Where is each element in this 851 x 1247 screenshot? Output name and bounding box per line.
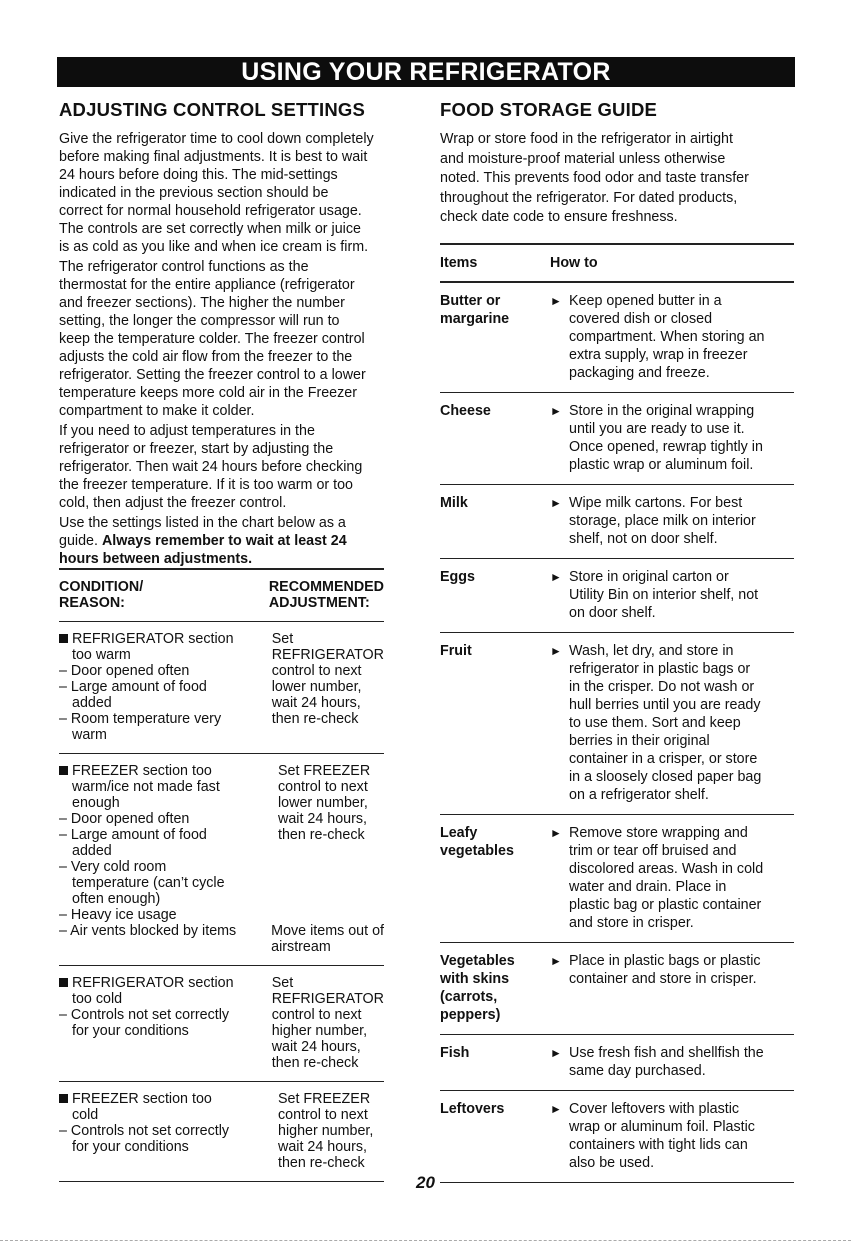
text-line: is as cold as you like and when ice cream is firm.	[59, 239, 369, 255]
condition-text: enough	[72, 795, 120, 811]
arrow-right-icon: ►	[550, 1102, 562, 1116]
text-line: compartment to make it colder.	[59, 403, 255, 419]
text-line: 24 hours before doing this. The mid-settings	[59, 167, 338, 183]
condition-text: – Heavy ice usage	[59, 907, 177, 923]
arrow-right-icon: ►	[550, 404, 562, 418]
howto-text: compartment. When storing an	[569, 329, 765, 345]
text-line: noted. This prevents food odor and taste transfer	[440, 170, 749, 186]
adjustment-cell	[278, 1091, 384, 1171]
howto-text: Use fresh fish and shellfish the	[569, 1045, 764, 1061]
page-banner: USING YOUR REFRIGERATOR	[57, 57, 795, 87]
text-line: and freezer sections). The higher the number	[59, 295, 345, 311]
arrow-right-icon: ►	[550, 954, 562, 968]
adjustment-text: higher number,	[278, 1123, 374, 1139]
item-name: Eggs	[440, 569, 475, 585]
howto-text: Once opened, rewrap tightly in	[569, 439, 763, 455]
condition-text: – Large amount of food	[59, 679, 207, 695]
left-paragraphs	[59, 130, 414, 568]
adjustment-text: control to next	[271, 663, 362, 679]
condition-cell	[59, 1091, 278, 1171]
adjustment-text: control to next	[278, 1107, 368, 1123]
bullet-square-icon	[59, 634, 68, 643]
food-intro	[440, 130, 794, 228]
howto-text: containers with tight lids can	[569, 1137, 748, 1153]
header-howto: How to	[550, 255, 598, 271]
howto-text: hull berries until you are ready	[569, 697, 761, 713]
adjusting-controls-section	[59, 98, 414, 570]
condition-row-fridge-warm	[59, 621, 384, 753]
condition-text: added	[72, 843, 112, 859]
text-line: indicated in the previous section should be	[59, 185, 329, 201]
item-name: Fruit	[440, 643, 472, 659]
item-name: Fish	[440, 1045, 470, 1061]
condition-row-freezer-warm	[59, 753, 384, 965]
paragraph-3	[59, 422, 414, 512]
howto-text: Place in plastic bags or plastic	[569, 953, 761, 969]
section-title-food-storage: FOOD STORAGE GUIDE	[440, 99, 658, 120]
text-line: check date code to ensure freshness.	[440, 209, 678, 225]
food-storage-table	[440, 243, 794, 1183]
text-line: setting, the longer the compressor will run to	[59, 313, 340, 329]
text-line: refrigerator. Setting the freezer control to a lower	[59, 367, 366, 383]
howto-text: discolored areas. Wash in cold	[569, 861, 764, 877]
condition-text: FREEZER section too	[72, 1091, 212, 1107]
adjustment-text: then re-check	[271, 1055, 359, 1071]
adjustment-cell	[278, 763, 384, 923]
adjustment-text: Set FREEZER	[278, 1091, 371, 1107]
howto-text: also be used.	[569, 1155, 655, 1171]
condition-text: too warm	[72, 647, 131, 663]
howto-text: Utility Bin on interior shelf, not	[569, 587, 759, 603]
item-name: Vegetables	[440, 953, 515, 969]
text-line: throughout the refrigerator. For dated products,	[440, 189, 738, 206]
food-row-fish	[440, 1035, 794, 1091]
condition-text: – Door opened often	[59, 663, 190, 679]
arrow-right-icon: ►	[550, 1046, 562, 1060]
howto-text: trim or tear off bruised and	[569, 843, 737, 859]
text-line: cold, then adjust the freezer control.	[59, 495, 287, 511]
howto-text: plastic wrap or aluminum foil.	[569, 457, 754, 473]
howto-text: on a refrigerator shelf.	[569, 787, 709, 803]
page-number: 20	[416, 1173, 435, 1192]
condition-text: – Air vents blocked by items	[59, 923, 237, 939]
adjustment-text: REFRIGERATOR	[271, 991, 384, 1007]
condition-text: REFRIGERATOR section	[72, 631, 234, 647]
condition-text: for your conditions	[72, 1023, 189, 1039]
condition-text: – Room temperature very	[59, 711, 222, 727]
text-line: Wrap or store food in the refrigerator in airtight	[440, 131, 733, 147]
item-name: with skins	[440, 971, 510, 987]
food-row-eggs	[440, 559, 794, 633]
howto-text: packaging and freeze.	[569, 365, 710, 381]
food-row-cheese	[440, 393, 794, 485]
food-row-milk	[440, 485, 794, 559]
howto-text: Store in the original wrapping	[569, 403, 755, 419]
bold-warning: Always remember to wait at least 24	[101, 533, 347, 549]
condition-text: often enough)	[72, 891, 161, 907]
condition-text: FREEZER section too	[72, 763, 212, 779]
condition-text: temperature (can’t cycle	[72, 875, 225, 891]
text-line: refrigerator or freezer, start by adjusting the	[59, 441, 334, 457]
condition-text: REFRIGERATOR section	[72, 975, 234, 991]
text-line: temperature keeps more cold air in the Freezer	[59, 385, 357, 401]
text-line: and moisture-proof material unless otherwise	[440, 150, 726, 167]
condition-text: warm	[72, 727, 107, 743]
paragraph-1	[59, 130, 414, 256]
adjustment-text: wait 24 hours,	[278, 1139, 368, 1155]
item-name: peppers)	[440, 1007, 501, 1023]
howto-text: Wash, let dry, and store in	[569, 643, 734, 659]
howto-text: until you are ready to use it.	[569, 421, 745, 437]
paragraph-4	[59, 514, 414, 568]
bottom-edge-line	[0, 1240, 851, 1241]
text-line: thermostat for the entire appliance (refrigerator	[59, 277, 355, 293]
text-line: refrigerator. Then wait 24 hours before checking	[59, 459, 363, 475]
condition-text: added	[72, 695, 112, 711]
condition-text: – Large amount of food	[59, 827, 207, 843]
item-name: (carrots,	[440, 989, 498, 1005]
adjustment-text: wait 24 hours,	[271, 695, 361, 711]
arrow-right-icon: ►	[550, 826, 562, 840]
arrow-right-icon: ►	[550, 570, 562, 584]
header-text: REASON:	[59, 595, 125, 611]
header-text: CONDITION/	[59, 579, 144, 595]
adjustment-text: then re-check	[278, 1155, 365, 1171]
howto-text: shelf, not on door shelf.	[569, 531, 718, 547]
text-line: guide.	[59, 533, 102, 549]
condition-text: warm/ice not made fast	[72, 779, 220, 795]
text-line: Give the refrigerator time to cool down completely	[59, 131, 374, 147]
adjustment-text: wait 24 hours,	[278, 811, 368, 827]
arrow-right-icon: ►	[550, 644, 562, 658]
food-table-header	[440, 245, 794, 283]
condition-cell	[59, 631, 272, 743]
section-title-adjusting: ADJUSTING CONTROL SETTINGS	[59, 99, 366, 120]
arrow-right-icon: ►	[550, 294, 562, 308]
food-row-leafy-vegetables	[440, 815, 794, 943]
adjustment-text: Set FREEZER	[278, 763, 371, 779]
howto-text: same day purchased.	[569, 1063, 706, 1079]
bullet-square-icon	[59, 1094, 68, 1103]
item-name: Leftovers	[440, 1101, 505, 1117]
howto-text: to use them. Sort and keep	[569, 715, 741, 731]
howto-text: wrap or aluminum foil. Plastic	[569, 1119, 755, 1135]
text-line: The controls are set correctly when milk or juice	[59, 221, 361, 237]
adjustment-text: control to next	[271, 1007, 362, 1023]
howto-text: in the crisper. Do not wash or	[569, 679, 755, 695]
adjustment-text: control to next	[278, 779, 368, 795]
condition-subrow-air-vents	[59, 923, 384, 955]
text-line: before making final adjustments. It is best to wait	[59, 149, 368, 165]
item-name: vegetables	[440, 843, 514, 859]
adjustment-cell	[272, 631, 384, 743]
header-adjustment	[269, 579, 384, 611]
bold-warning: hours between adjustments.	[59, 551, 253, 567]
howto-text: and store in crisper.	[569, 915, 694, 931]
text-line: the freezer temperature. If it is too warm or too	[59, 477, 354, 493]
howto-text: extra supply, wrap in freezer	[569, 347, 748, 363]
text-line: The refrigerator control functions as the	[59, 259, 309, 275]
condition-cell	[59, 763, 278, 923]
item-name: Cheese	[440, 403, 491, 419]
item-name: Leafy	[440, 825, 478, 841]
text-line: Use the settings listed in the chart below as a	[59, 515, 346, 531]
adjustment-text: airstream	[271, 939, 331, 955]
adjustment-text: Set	[271, 631, 294, 647]
howto-text: container in a crisper, or store	[569, 751, 758, 767]
condition-text: cold	[72, 1107, 99, 1123]
item-name: Butter or	[440, 293, 501, 309]
adjustment-text: lower number,	[271, 679, 362, 695]
food-storage-section	[440, 98, 794, 228]
header-text: RECOMMENDED	[268, 579, 384, 595]
condition-cell	[59, 975, 272, 1071]
howto-text: on door shelf.	[569, 605, 656, 621]
paragraph-2	[59, 258, 414, 420]
howto-text: in a sloosely closed paper bag	[569, 769, 762, 785]
condition-row-fridge-cold	[59, 965, 384, 1081]
adjustment-cell	[272, 975, 384, 1071]
adjustment-text: then re-check	[278, 827, 365, 843]
header-condition	[59, 579, 269, 611]
howto-text: Keep opened butter in a	[569, 293, 722, 309]
condition-text: – Door opened often	[59, 811, 190, 827]
condition-text: – Very cold room	[59, 859, 167, 875]
howto-text: berries in their original	[569, 733, 710, 749]
text-line: correct for normal household refrigerator usage.	[59, 203, 362, 219]
bullet-square-icon	[59, 978, 68, 987]
howto-text: storage, place milk on interior	[569, 513, 756, 529]
adjustment-text: wait 24 hours,	[271, 1039, 361, 1055]
condition-text: too cold	[72, 991, 123, 1007]
howto-text: Cover leftovers with plastic	[569, 1101, 740, 1117]
adjustment-text: lower number,	[278, 795, 368, 811]
condition-text: – Controls not set correctly	[59, 1007, 230, 1023]
condition-table	[59, 568, 384, 1182]
food-row-fruit	[440, 633, 794, 815]
howto-text: refrigerator in plastic bags or	[569, 661, 751, 677]
howto-text: water and drain. Place in	[569, 879, 727, 895]
howto-text: Wipe milk cartons. For best	[569, 495, 743, 511]
text-line: adjusts the cold air flow from the freezer to the	[59, 349, 353, 365]
item-name: margarine	[440, 311, 510, 327]
text-line: keep the temperature colder. The freezer control	[59, 331, 365, 347]
item-name: Milk	[440, 495, 468, 511]
adjustment-text: Move items out of	[271, 923, 384, 939]
howto-text: Remove store wrapping and	[569, 825, 748, 841]
condition-table-header	[59, 570, 384, 621]
bullet-square-icon	[59, 766, 68, 775]
howto-text: container and store in crisper.	[569, 971, 757, 987]
howto-text: Store in original carton or	[569, 569, 729, 585]
condition-row-freezer-cold	[59, 1081, 384, 1182]
adjustment-text: REFRIGERATOR	[271, 647, 384, 663]
arrow-right-icon: ►	[550, 496, 562, 510]
condition-text: for your conditions	[72, 1139, 189, 1155]
header-items: Items	[440, 255, 478, 271]
howto-text: plastic bag or plastic container	[569, 897, 762, 913]
header-text: ADJUSTMENT:	[268, 595, 370, 611]
adjustment-text: higher number,	[271, 1023, 368, 1039]
condition-text: – Controls not set correctly	[59, 1123, 230, 1139]
food-row-butter	[440, 283, 794, 393]
food-row-leftovers	[440, 1091, 794, 1183]
adjustment-text: then re-check	[271, 711, 359, 727]
howto-text: covered dish or closed	[569, 311, 713, 327]
food-row-vegetables-with-skins	[440, 943, 794, 1035]
adjustment-text: Set	[271, 975, 294, 991]
text-line: If you need to adjust temperatures in the	[59, 423, 315, 439]
